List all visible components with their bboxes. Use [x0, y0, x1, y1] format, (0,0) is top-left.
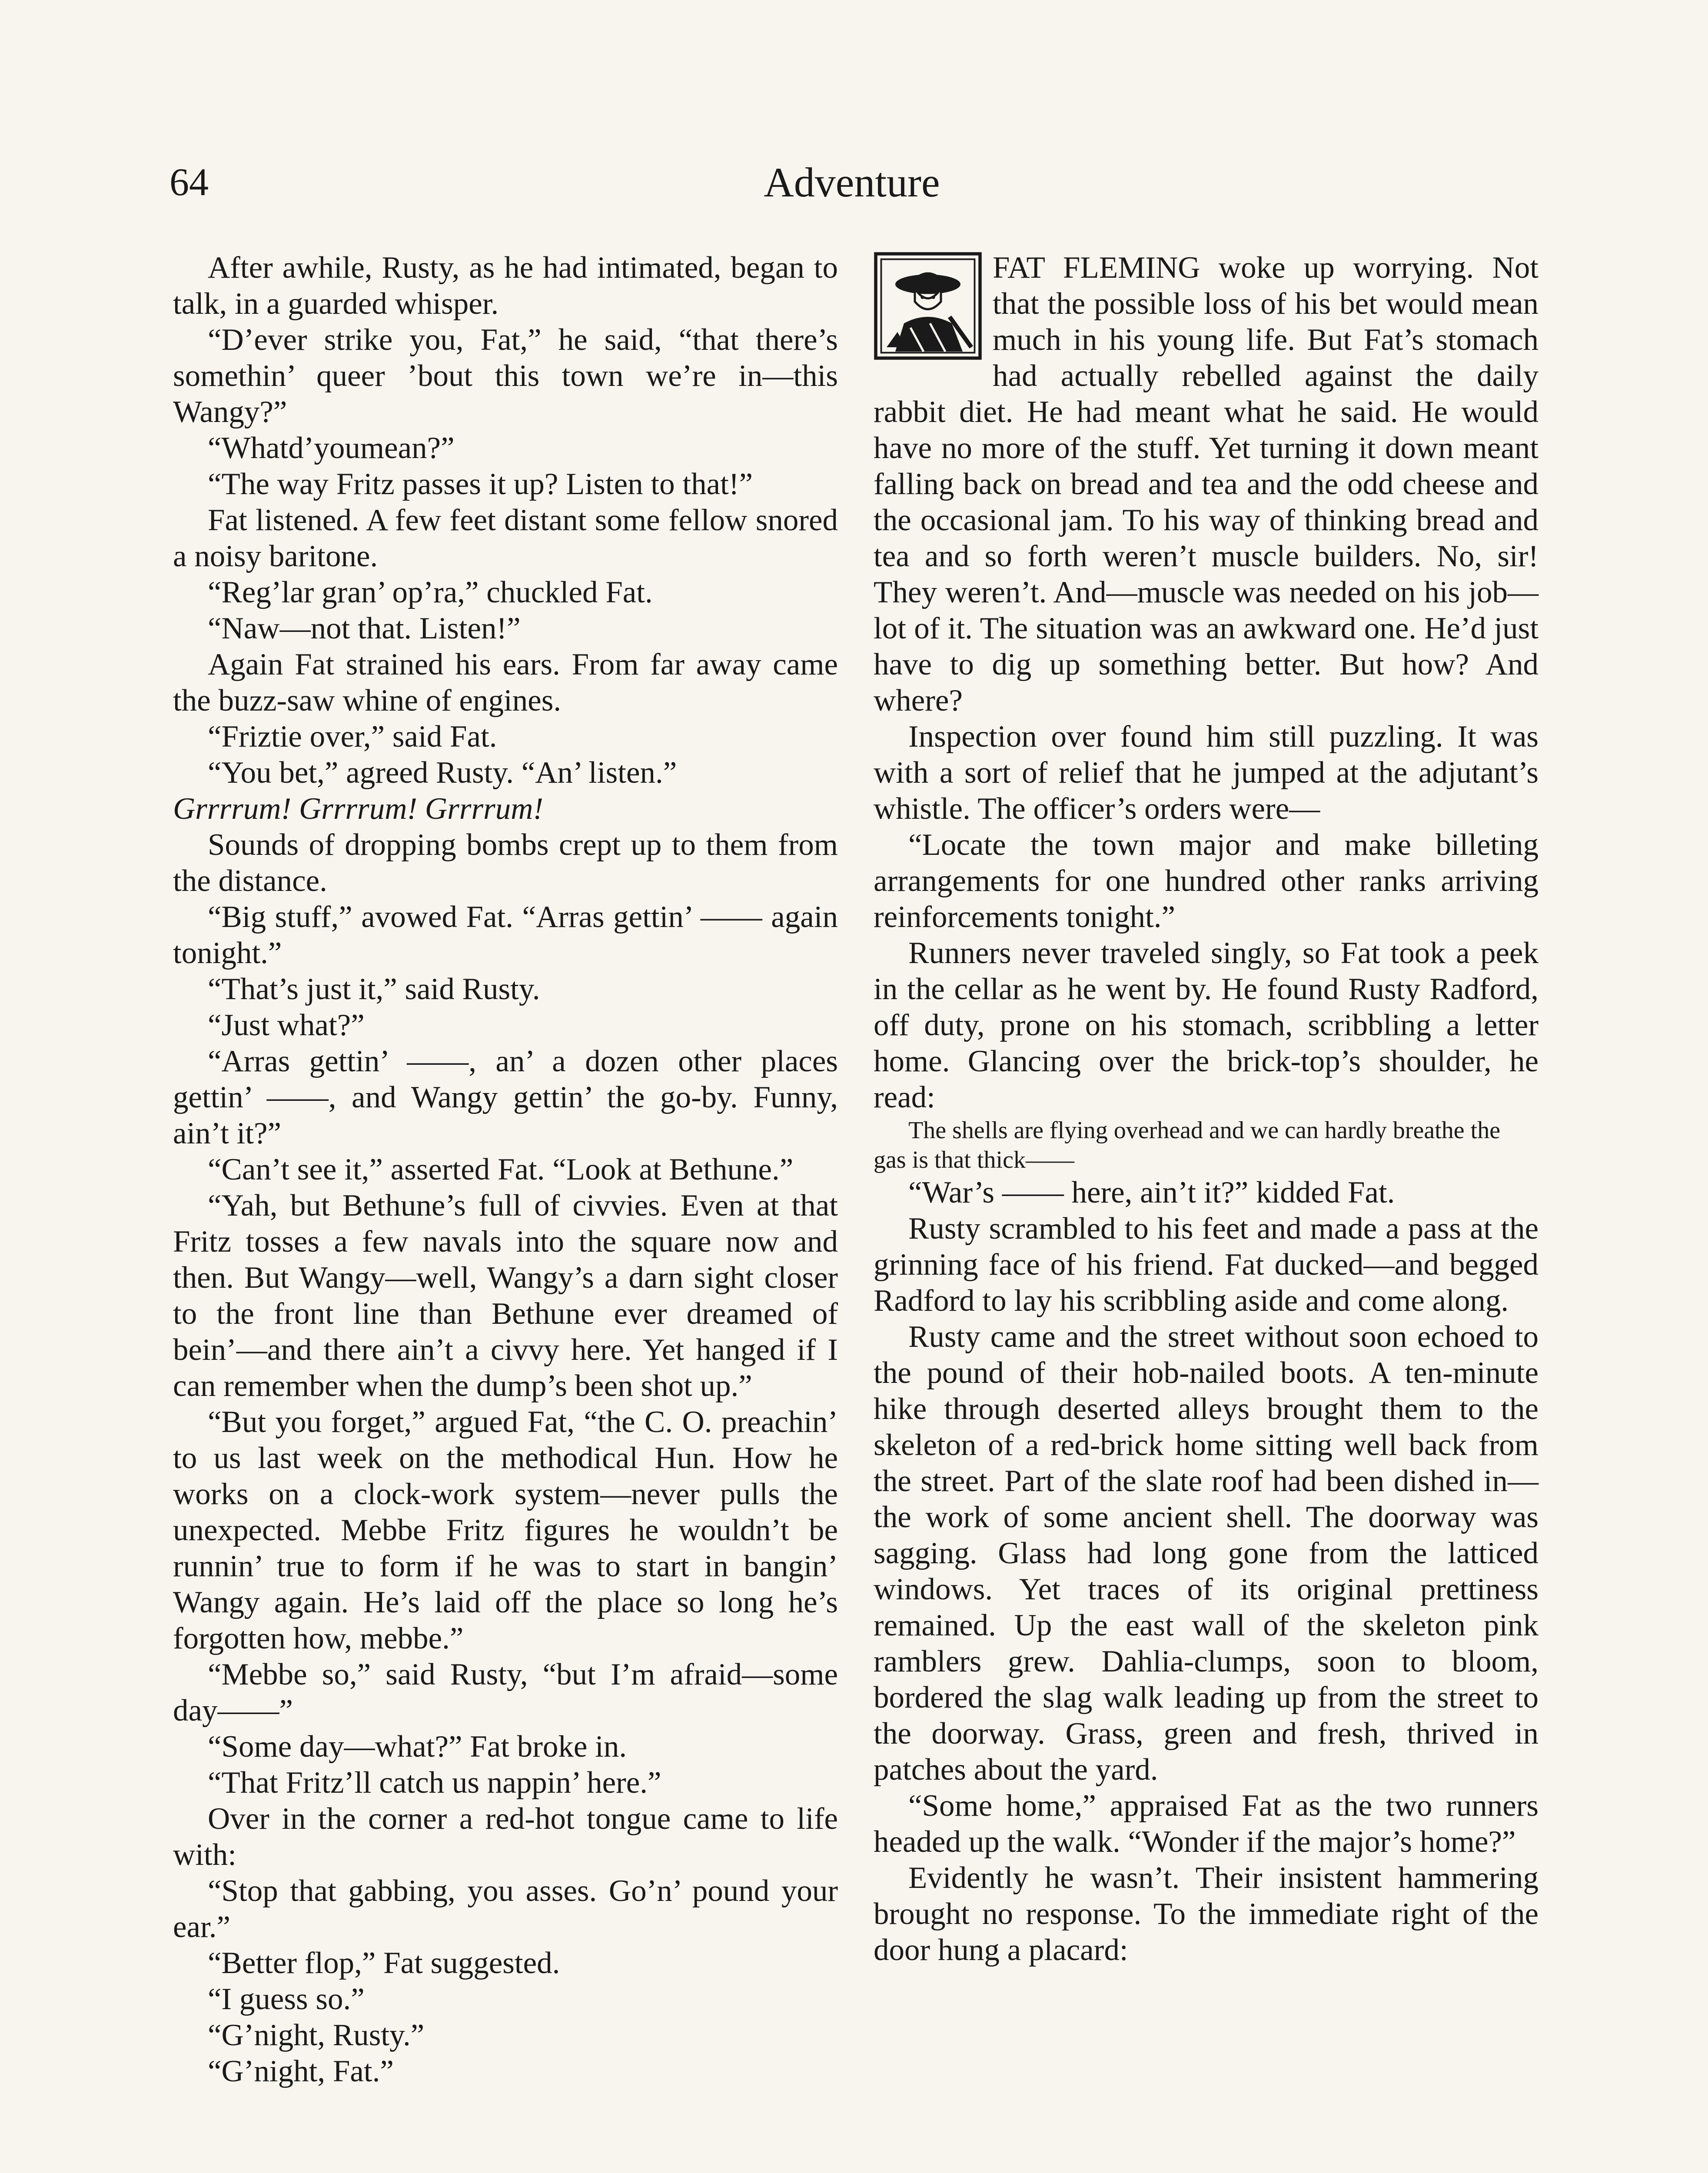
paragraph: “Yah, but Bethune’s full of civvies. Even at that Fritz tosses a few navals into the square now and then. But Wangy—well, Wangy’s a darn sight closer to the front line than Bethune ever dreamed of bein’—and there ain’t a civvy here. Yet hanged if I can remember when the dump’s been shot up.” — [173, 1189, 838, 1403]
opening-caps: FAT FLEMING — [993, 251, 1200, 285]
paragraph: “D’ever strike you, Fat,” he said, “that there’s somethin’ queer ’bout this town we’re in—this Wangy?” — [173, 323, 838, 429]
paragraph: “Reg’lar gran’ op’ra,” chuckled Fat. — [208, 575, 653, 609]
paragraph: “That Fritz’ll catch us nappin’ here.” — [208, 1766, 661, 1800]
paragraph: Inspection over found him still puzzling. It was with a sort of relief that he jumped at the adjutant’s whistle. The officer’s orders were— — [874, 720, 1539, 826]
paragraph: Runners never traveled singly, so Fat took a peek in the cellar as he went by. He found Rusty Radford, off duty, prone on his stomach, scribbling a letter home. Glancing over the brick-top’s shoulder, he read: — [874, 936, 1539, 1114]
paragraph: “You bet,” agreed Rusty. “An’ listen.” — [208, 756, 677, 790]
paragraph: Evidently he wasn’t. Their insistent hammering brought no response. To the immediate right of the door hung a placard: — [874, 1861, 1539, 1967]
sound-effect-line: Grrrrum! Grrrrum! Grrrrum! — [173, 792, 544, 826]
paragraph: “I guess so.” — [208, 1982, 365, 2016]
paragraph: “Mebbe so,” said Rusty, “but I’m afraid—some day——” — [173, 1658, 838, 1728]
paragraph: “But you forget,” argued Fat, “the C. O. preachin’ to us last week on the methodical Hun. How he works on a clock-work system—never pulls the unexpected. Mebbe Fritz figures he wouldn’t be runnin’ true to form if he was to start in bangin’ Wangy again. He’s laid off the place so long he’s forgotten how, mebbe.” — [173, 1405, 838, 1655]
paragraph: “Stop that gabbing, you asses. Go’n’ pound your ear.” — [173, 1874, 838, 1944]
paragraph: “Friztie over,” said Fat. — [208, 720, 497, 754]
right-column — [874, 250, 1539, 1968]
paragraph: “That’s just it,” said Rusty. — [208, 972, 540, 1006]
paragraph: “Can’t see it,” asserted Fat. “Look at Bethune.” — [208, 1153, 794, 1186]
paragraph: “Naw—not that. Listen!” — [208, 611, 521, 645]
paragraph: “Whatd’youmean?” — [208, 431, 455, 465]
left-column — [173, 250, 838, 2090]
paragraph: “Just what?” — [208, 1008, 365, 1042]
soldier-vignette-icon — [874, 252, 982, 360]
paragraph: “Arras gettin’ ——, an’ a dozen other places gettin’ ——, and Wangy gettin’ the go-by. Funny, ain’t it?” — [173, 1044, 838, 1150]
paragraph: Fat listened. A few feet distant some fellow snored a noisy baritone. — [173, 503, 838, 573]
paragraph: “Some day—what?” Fat broke in. — [208, 1730, 627, 1764]
page-header — [169, 154, 1534, 224]
paragraph: Over in the corner a red-hot tongue came to life with: — [173, 1802, 838, 1872]
paragraph: Rusty came and the street without soon echoed to the pound of their hob-nailed boots. A ten-minute hike through deserted alleys brought them to the skeleton of a red-brick home sitting well back from the street. Part of the slate roof had been dished in—the work of some ancient shell. The doorway was sagging. Glass had long gone from the latticed windows. Yet traces of its original prettiness remained. Up the east wall of the skeleton pink ramblers grew. Dahlia-clumps, soon to bloom, bordered the slag walk leading up from the street to the doorway. Grass, green and fresh, thrived in patches about the yard. — [874, 1320, 1539, 1787]
page-number: 64 — [169, 161, 209, 204]
paragraph: “G’night, Fat.” — [208, 2054, 394, 2088]
paragraph: “G’night, Rusty.” — [208, 2018, 425, 2052]
paragraph: “Big stuff,” avowed Fat. “Arras gettin’ —— again tonight.” — [173, 900, 838, 970]
paragraph: “War’s —— here, ain’t it?” kidded Fat. — [908, 1176, 1395, 1209]
paragraph: “Some home,” appraised Fat as the two runners headed up the walk. “Wonder if the major’s home?” — [874, 1789, 1539, 1859]
paragraph: “Better flop,” Fat suggested. — [208, 1946, 560, 1980]
paragraph: Again Fat strained his ears. From far away came the buzz-saw whine of engines. — [173, 648, 838, 718]
letter-quote: The shells are flying overhead and we can hardly breathe the gas is that thick—— — [874, 1117, 1501, 1173]
paragraph: “The way Fritz passes it up? Listen to that!” — [208, 467, 753, 501]
opening-text: woke up worrying. Not that the possible loss of his bet would mean much in his young life. But Fat’s stomach had actually rebelled against the daily rabbit diet. He had meant what he said. He would have no more of the stuff. Yet turning it down meant falling back on bread and tea and the odd cheese and the occasional jam. To his way of thinking bread and tea and so forth weren’t muscle builders. No, sir! They weren’t. And—muscle was needed on his job—lot of it. The situation was an awkward one. He’d just have to dig up something better. But how? And where? — [874, 251, 1539, 718]
paragraph: After awhile, Rusty, as he had intimated, began to talk, in a guarded whisper. — [173, 251, 838, 321]
paragraph: Sounds of dropping bombs crept up to them from the distance. — [173, 828, 838, 898]
magazine-title: Adventure — [764, 159, 940, 206]
paragraph: “Locate the town major and make billeting arrangements for one hundred other ranks arriving reinforcements tonight.” — [874, 828, 1539, 934]
paragraph: Rusty scrambled to his feet and made a pass at the grinning face of his friend. Fat ducked—and begged Radford to lay his scribbling aside and come along. — [874, 1212, 1539, 1318]
